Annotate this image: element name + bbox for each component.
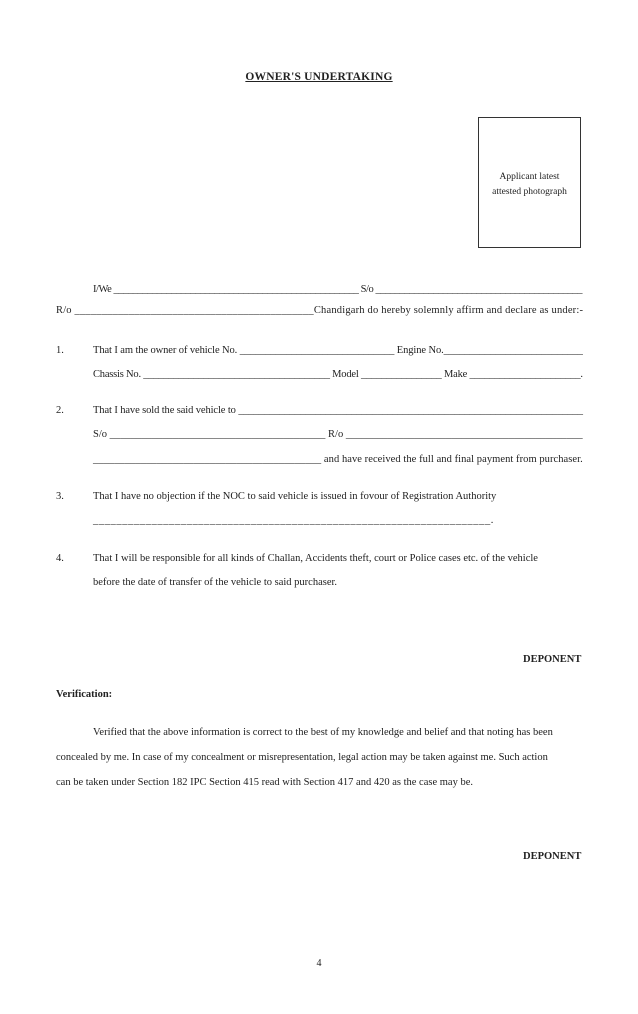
verification-line-3: can be taken under Section 182 IPC Section 415 read with Section 417 and 420 as the case may be. [56, 777, 473, 788]
verification-line-1: Verified that the above information is correct to the best of my knowledge and belief and that noting has been [93, 727, 553, 738]
item-2-number: 2. [56, 405, 64, 416]
item-2-line-3: ___________________________________________ and have received the full and final payment from purchaser. [93, 454, 583, 465]
document-title: OWNER'S UNDERTAKING [245, 71, 393, 83]
deponent-label-1: DEPONENT [523, 654, 582, 665]
intro-line-1: I/We ___________________________________________________ S/o ___________________________________________ [93, 284, 583, 295]
item-4-line-1: That I will be responsible for all kinds of Challan, Accidents theft, court or Police cases etc. of the vehicle [93, 553, 538, 564]
photo-box-label [479, 170, 580, 200]
deponent-label-2: DEPONENT [523, 851, 582, 862]
photo-box-line2: attested photograph [492, 187, 567, 197]
item-3-line-2: ____________________________________________________________________. [93, 515, 495, 526]
page-number: 4 [316, 958, 322, 969]
intro-line-2: R/o ____________________________________________Chandigarh do hereby solemnly affirm and declare as under:- [56, 305, 584, 316]
item-4-line-2: before the date of transfer of the vehicle to said purchaser. [93, 577, 338, 588]
photo-box-line1: Applicant latest [499, 172, 560, 182]
item-2-line-1: That I have sold the said vehicle to ___________________________________________________________________ [93, 405, 583, 416]
item-3-line-1: That I have no objection if the NOC to said vehicle is issued in fovour of Registration Authority [93, 491, 497, 502]
verification-line-2: concealed by me. In case of my concealment or misrepresentation, legal action may be taken against me. Such action [56, 752, 548, 763]
item-1-line-2: Chassis No. _____________________________________ Model ________________ Make ______________________. [93, 369, 583, 380]
item-3-number: 3. [56, 491, 64, 502]
item-4-number: 4. [56, 553, 64, 564]
item-2-line-2: S/o _________________________________________ R/o _____________________________________________ [93, 429, 583, 440]
verification-heading: Verification: [56, 689, 113, 700]
photo-box [478, 117, 581, 248]
item-1-number: 1. [56, 345, 64, 356]
item-1-line-1: That I am the owner of vehicle No. ______________________________ Engine No.___________________________ [93, 345, 583, 356]
